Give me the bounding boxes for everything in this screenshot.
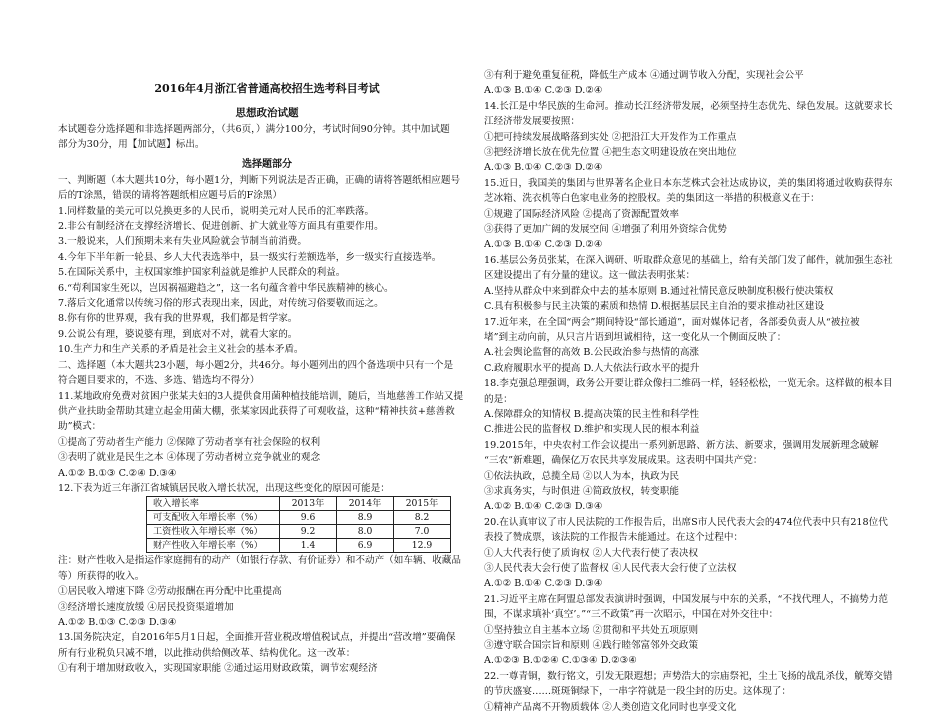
text-line: 15.近日，我国美的集团与世界著名企业日本东芝株式会社达成协议，美的集团将通过收购获得东 <box>484 177 893 189</box>
text-line: 区建设提出了有分量的建议。这一做法表明张某： <box>484 270 696 282</box>
text-line: A.①② B.①④ C.②③ D.③④ <box>484 501 603 513</box>
text-line: 助”模式： <box>58 421 102 433</box>
left-text-block-b <box>58 553 476 676</box>
text-line: 符合题目要求的，不选、多选、错选均不得分） <box>58 375 260 387</box>
text-line: 19.2015年，中央农村工作会议提出一系列新思路、新方法、新要求，强调用发展新理念破解 <box>484 439 879 451</box>
table-cell: 1.4 <box>280 539 337 553</box>
text-line: ①有利于增加财政收入，实现国家职能 ②通过运用财政政策，调节宏观经济 <box>58 663 378 675</box>
text-line: 后的T涂黑，错误的请将答题纸相应题号后的F涂黑） <box>58 190 283 202</box>
table-header-cell: 收入增长率 <box>147 497 280 511</box>
text-line: A.①②③ B.①②④ C.①③④ D.②③④ <box>484 655 637 667</box>
text-line: 等）所获得的收入。 <box>58 570 145 582</box>
text-line: ③把经济增长放在优先位置 ④把生态文明建设放在突出地位 <box>484 147 737 159</box>
text-line: 8.你有你的世界观，我有我的世界观，我们都是哲学家。 <box>58 313 298 325</box>
text-line: ③遵守联合国宗旨和原则 ④践行睦邻富邻外交政策 <box>484 640 699 652</box>
table-cell: 6.9 <box>337 539 394 553</box>
exam-subtitle: 思想政治试题 <box>235 107 299 119</box>
table-cell: 12.9 <box>394 539 451 553</box>
text-line: A.①③ B.①④ C.②③ D.②④ <box>484 239 603 251</box>
table-cell: 8.0 <box>337 525 394 539</box>
text-line: 13.国务院决定，自2016年5月1日起，全面推开营业税改增值税试点，并提出“营改增”要确保 <box>58 632 456 644</box>
text-line: 16.基层公务员张某，在深入调研、听取群众意见的基础上，给有关部门发了邮件，就加强生态社 <box>484 254 893 266</box>
text-line: 14.长江是中华民族的生命河。推动长江经济带发展，必须坚持生态优先、绿色发展。这就要求长 <box>484 100 893 112</box>
table-row <box>147 511 451 525</box>
table-cell: 工资性收入年增长率（%） <box>147 525 280 539</box>
intro-line: 本试题卷分选择题和非选择题两部分，（共6页，）满分100分，考试时间90分钟。其中加试题 <box>58 124 450 135</box>
text-line: ③表明了就业是民生之本 ④体现了劳动者树立竞争就业的观念 <box>58 452 321 464</box>
text-line: 表投了赞成票，该法院的工作报告未能通过。在这个过程中： <box>484 532 744 544</box>
table-cell: 8.2 <box>394 511 451 525</box>
text-line: A.①③ B.①④ C.②③ D.②④ <box>484 162 603 174</box>
text-line: 11.某地政府免费对贫困户张某夫妇的3人提供食用菌种植技能培训，随后，当地慈善工作站又提 <box>58 390 464 402</box>
text-line: 堵”到主动向前，从只言片语到坦诚相待，这一变化从一个侧面反映了： <box>484 331 787 343</box>
text-line: 10.生产力和生产关系的矛盾是社会主义社会的基本矛盾。 <box>58 344 304 356</box>
table-cell: 可支配收入年增长率（%） <box>147 511 280 525</box>
text-line: ③求真务实，与时俱进 ④简政放权，转变职能 <box>484 485 679 497</box>
text-line: 的是： <box>484 393 513 405</box>
text-line: ③有利于避免重复征税，降低生产成本 ④通过调节收入分配，实现社会公平 <box>484 70 804 81</box>
text-line: 5.在国际关系中，主权国家维护国家利益就是维护人民群众的利益。 <box>58 267 346 279</box>
text-line: 4.今年下半年新一轮县、乡人大代表选举中，县一级实行差额选举，乡一级实行直接选举。 <box>58 251 442 263</box>
text-line: 所有行业税负只减不增，以此推动供给侧改革、结构优化。这一改革： <box>58 647 356 659</box>
text-line: ③经济增长速度放缓 ④居民投资渠道增加 <box>58 601 234 613</box>
text-line: 3.一般说来，人们预期未来有失业风险就会节制当前消费。 <box>58 236 307 248</box>
table-cell: 9.2 <box>280 525 337 539</box>
text-line: 7.落后文化通常以传统习俗的形式表现出来，因此，对传统习俗要敬而远之。 <box>58 298 384 310</box>
exam-title: 2016年4月浙江省普通高校招生选考科目考试 <box>154 82 380 95</box>
text-line: C.政府履职水平的提高 D.人大依法行政水平的提升 <box>484 362 700 374</box>
table-header-cell: 2015年 <box>394 497 451 511</box>
text-line: 12.下表为近三年浙江省城镇居民收入增长状况，出现这些变化的原因可能是： <box>58 482 390 494</box>
text-line: 一、判断题（本大题共10分，每小题1分，判断下列说法是否正确，正确的请将答题纸相应题号 <box>58 174 461 186</box>
text-line: ①精神产品离不开物质载体 ②人类创造文化同时也享受文化 <box>484 701 737 713</box>
text-line: “三农”新难题，确保亿万农民共享发展成果。这表明中国共产党： <box>484 455 763 467</box>
text-line: A.①② B.①③ C.②③ D.③④ <box>58 616 177 628</box>
text-line: 围，不谋求填补‘真空’。”“三不政策”再一次昭示，中国在对外交往中： <box>484 609 779 621</box>
table-row <box>147 539 451 553</box>
table-row <box>147 525 451 539</box>
section-title: 选择题部分 <box>242 158 292 170</box>
text-line: 芝冰箱、洗衣机等白色家电业务的控股权。美的集团这一举措的积极意义在于： <box>484 193 820 205</box>
right-column <box>484 68 902 715</box>
text-line: ①提高了劳动者生产能力 ②保障了劳动者享有社会保险的权利 <box>58 436 321 448</box>
text-line: 20.在认真审议了市人民法院的工作报告后，出席S市人民代表大会的474位代表中只有218位代 <box>484 516 888 528</box>
text-line: ③人民代表大会行使了监督权 ④人民代表大会行使了立法权 <box>484 563 737 574</box>
left-text-block-a <box>58 173 476 497</box>
text-line: 2.非公有制经济在支撑经济增长、促进创新、扩大就业等方面具有重要作用。 <box>58 221 384 233</box>
text-line: 17.近年来，在全国“两会”期间特设“部长通道”，面对媒体记者，各部委负责人从“被拉被 <box>484 316 860 328</box>
text-line: 21.习近平主席在阿盟总部发表演讲时强调，中国发展与中东的关系，“不找代理人，不搞势力范 <box>484 593 888 605</box>
text-line: A.保障群众的知情权 B.提高决策的民主性和科学性 <box>484 408 700 420</box>
left-column <box>58 80 476 677</box>
text-line: A.坚持从群众中来到群众中去的基本原则 B.通过社情民意反映制度积极行使决策权 <box>484 285 834 297</box>
text-line: 注：财产性收入是指运作家庭拥有的动产（如银行存款、有价证券）和不动产（如车辆、收藏品 <box>58 555 461 567</box>
text-line: 18.李克强总理强调，政务公开要让群众像扫二维码一样，轻轻松松，一览无余。这样做的根本目 <box>484 378 893 390</box>
text-line: ①坚持独立自主基本立场 ②贯彻和平共处五项原则 <box>484 624 699 636</box>
table-cell: 9.6 <box>280 511 337 525</box>
text-line: A.①② B.①④ C.②③ D.③④ <box>484 578 603 590</box>
text-line: ③获得了更加广阔的发展空间 ④增强了利用外资综合优势 <box>484 224 727 236</box>
text-line: ①规避了国际经济风险 ②提高了资源配置效率 <box>484 208 679 220</box>
text-line: 1.同样数量的美元可以兑换更多的人民币，说明美元对人民币的汇率跌落。 <box>58 205 375 217</box>
table-cell: 财产性收入年增长率（%） <box>147 539 280 553</box>
text-line: A.①③ B.①④ C.②③ D.②④ <box>484 85 603 97</box>
text-line: ①依法执政，总揽全局 ②以人为本，执政为民 <box>484 470 679 482</box>
table-header-row <box>147 497 451 511</box>
table-header-cell: 2013年 <box>280 497 337 511</box>
text-line: C.具有积极参与民主决策的素质和热情 D.根据基层民主自治的要求推动社区建设 <box>484 301 825 313</box>
text-line: 6.“苟利国家生死以，岂因祸福避趋之”，这一名句蕴含着中华民族精神的核心。 <box>58 282 394 294</box>
text-line: A.①② B.①③ C.②④ D.③④ <box>58 467 177 479</box>
table-header-cell: 2014年 <box>337 497 394 511</box>
text-line: A.社会舆论监督的高效 B.公民政治参与热情的高涨 <box>484 347 700 359</box>
income-growth-table <box>146 496 451 553</box>
text-line: ①人大代表行使了质询权 ②人大代表行使了表决权 <box>484 547 699 559</box>
text-line: ①把可持续发展战略落到实处 ②把沿江大开发作为工作重点 <box>484 131 737 143</box>
text-line: 江经济带发展要按照： <box>484 116 580 128</box>
text-line: ①居民收入增速下降 ②劳动报酬在再分配中比重提高 <box>58 586 282 598</box>
text-line: 供产业扶助金帮助其建立起金用菌大棚，张某家因此获得了可观收益，这种“精神扶贫+慈善救 <box>58 405 455 417</box>
right-text-block <box>484 68 902 715</box>
text-line: 22.一尊青铜，数行铭文，引发无限遐想；声势浩大的宗庙祭祀，尘土飞扬的战乱杀伐，觥筹交错 <box>484 670 893 682</box>
intro-line: 部分为30分，用【加试题】标出。 <box>58 139 205 151</box>
table-cell: 7.0 <box>394 525 451 539</box>
text-line: 的节庆盛宴……斑斑铜绿下，一串字符就是一段尘封的历史。这体现了： <box>484 686 791 698</box>
text-line: 9.公说公有理，婆说婆有理，到底对不对，就看大家的。 <box>58 328 298 340</box>
text-line: 二、选择题（本大题共23小题，每小题2分，共46分。每小题列出的四个备选项中只有一个是 <box>58 359 454 371</box>
text-line: C.推进公民的监督权 D.维护和实现人民的根本利益 <box>484 424 700 436</box>
table-cell: 8.9 <box>337 511 394 525</box>
